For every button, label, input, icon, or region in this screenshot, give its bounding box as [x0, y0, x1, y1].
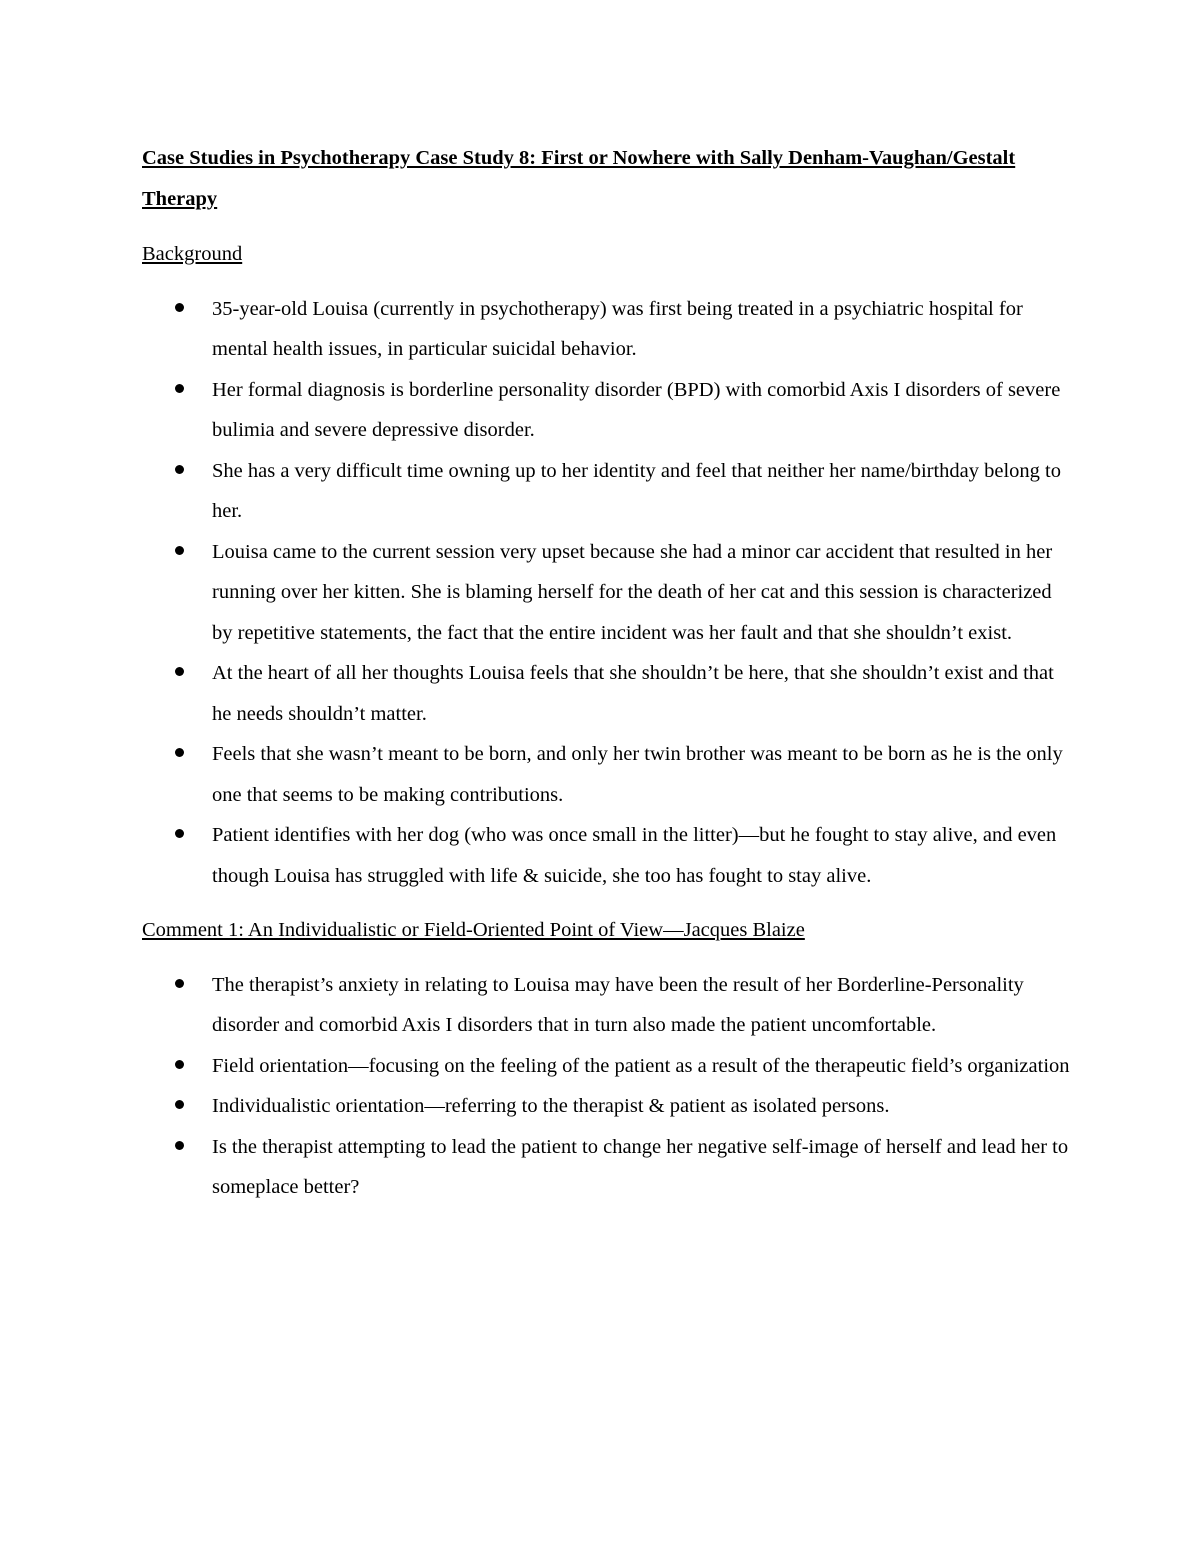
background-bullet-list [142, 289, 1072, 897]
bullet-text: Individualistic orientation—referring to the therapist & patient as isolated persons. [212, 1095, 890, 1117]
bullet-item [142, 451, 1072, 532]
bullet-item [142, 370, 1072, 451]
bullet-dot-icon [175, 303, 184, 312]
bullet-dot-icon [175, 667, 184, 676]
bullet-dot-icon [175, 829, 184, 838]
bullet-dot-icon [175, 748, 184, 757]
bullet-dot-icon [175, 1100, 184, 1109]
bullet-item [142, 965, 1072, 1046]
bullet-item [142, 815, 1072, 896]
bullet-dot-icon [175, 384, 184, 393]
bullet-text: The therapist’s anxiety in relating to Louisa may have been the result of her Borderline-Personality disorder and comorbid Axis I disorders that in turn also made the patient uncomfortable. [212, 973, 1024, 1036]
bullet-dot-icon [175, 546, 184, 555]
bullet-item [142, 289, 1072, 370]
bullet-text: Field orientation—focusing on the feeling of the patient as a result of the therapeutic field’s organization [212, 1054, 1070, 1077]
section-heading-background: Background [142, 243, 243, 265]
section-heading-comment-1: Comment 1: An Individualistic or Field-Oriented Point of View—Jacques Blaize [142, 919, 805, 941]
bullet-text: Feels that she wasn’t meant to be born, and only her twin brother was meant to be born as he is the only one that seems to be making contributions. [212, 743, 1063, 806]
document-content [142, 138, 1072, 1222]
bullet-item [142, 653, 1072, 734]
bullet-text: She has a very difficult time owning up to her identity and feel that neither her name/birthday belong to her. [212, 459, 1061, 522]
bullet-text: At the heart of all her thoughts Louisa feels that she shouldn’t be here, that she shouldn’t exist and that he needs shouldn’t matter. [212, 662, 1054, 725]
document-title: Case Studies in Psychotherapy Case Study 8: First or Nowhere with Sally Denham-Vaughan/Gestalt Therapy [142, 147, 1016, 210]
bullet-text: Her formal diagnosis is borderline personality disorder (BPD) with comorbid Axis I disorders of severe bulimia and severe depressive disorder. [212, 378, 1061, 441]
bullet-text: 35-year-old Louisa (currently in psychotherapy) was first being treated in a psychiatric hospital for mental health issues, in particular suicidal behavior. [212, 297, 1023, 360]
bullet-item [142, 1127, 1072, 1208]
bullet-text: Patient identifies with her dog (who was once small in the litter)—but he fought to stay alive, and even though Louisa has struggled with life & suicide, she too has fought to stay alive. [212, 824, 1057, 887]
comment-1-bullet-list [142, 965, 1072, 1208]
bullet-item [142, 1086, 1072, 1127]
bullet-dot-icon [175, 1141, 184, 1150]
bullet-item [142, 734, 1072, 815]
bullet-item [142, 532, 1072, 654]
bullet-dot-icon [175, 1060, 184, 1069]
bullet-text: Is the therapist attempting to lead the patient to change her negative self-image of herself and lead her to someplace better? [212, 1135, 1069, 1198]
bullet-dot-icon [175, 465, 184, 474]
bullet-dot-icon [175, 979, 184, 988]
bullet-text: Louisa came to the current session very upset because she had a minor car accident that resulted in her running over her kitten. She is blaming herself for the death of her cat and this session is characterized by repetitive statements, the fact that the entire incident was her fault and that she shouldn’t exist. [212, 540, 1053, 644]
bullet-item [142, 1046, 1072, 1087]
